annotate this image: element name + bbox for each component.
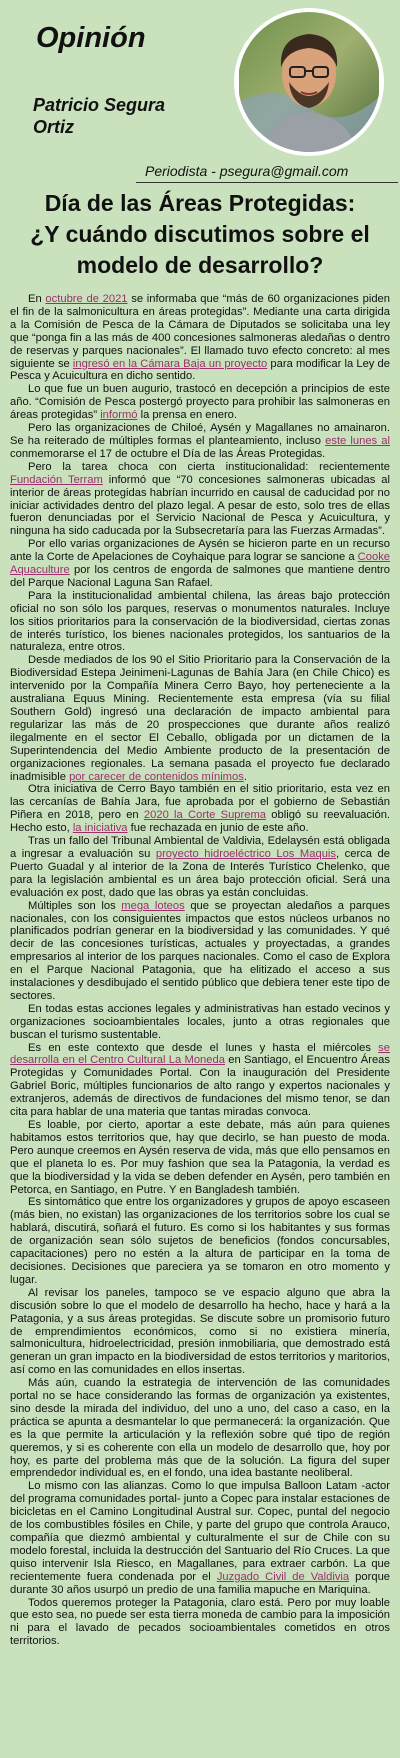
article-text: fue rechazada en junio de este año. bbox=[127, 822, 309, 835]
column-header bbox=[0, 0, 400, 278]
article-text: Todos queremos proteger la Patagonia, claro está. Pero por muy loable que esto sea, no puede ser esta tierra moneda de cambio para la imposición ni para el lavado de pecados socioambientales cometidos en otros territorios. bbox=[10, 1596, 390, 1648]
article-text: la prensa en enero. bbox=[137, 409, 238, 422]
article-link[interactable]: por carecer de contenidos mínimos bbox=[69, 770, 244, 783]
article-link[interactable]: octubre de 2021 bbox=[45, 293, 128, 305]
article-link[interactable]: Fundación Terram bbox=[10, 473, 103, 486]
article-text: Es en este contexto que desde el lunes y hasta el miércoles bbox=[28, 1041, 379, 1054]
author-name-line2: Ortiz bbox=[33, 117, 75, 137]
article-text: . bbox=[243, 770, 247, 783]
article-paragraph bbox=[10, 590, 390, 655]
article-text: Para la institucionalidad ambiental chilena, las áreas bajo protección oficial no son sólo los parques, reservas o monumentos naturales. Incluye los sitios prioritarios para la conservación de la biodiversidad, ciertas zonas de interés turístico, los bienes nacionales protegidos, los santuarios de la naturaleza, entre otros. bbox=[10, 589, 390, 654]
article-paragraph bbox=[10, 383, 390, 422]
article-text: porque durante 30 años usurpó un predio de una familia mapuche en Mariquina. bbox=[10, 1570, 391, 1596]
article-paragraph bbox=[10, 900, 390, 1003]
article-text: Por ello varias organizaciones de Aysén se hicieron parte en un recurso ante la Corte de Apelaciones de Coyhaique para lograr se sancione a bbox=[10, 538, 390, 564]
article-text: Tras un fallo del Tribunal Ambiental de Valdivia, Edelaysén está obligada a ingresar a evaluación su bbox=[10, 835, 390, 860]
article-text: conmemorarse el 17 de octubre el Día de las Áreas Protegidas. bbox=[10, 447, 326, 460]
author-role-email: Periodista - psegura@gmail.com bbox=[145, 163, 349, 179]
article-link[interactable]: Juzgado Civil de Valdivia bbox=[216, 1570, 350, 1583]
article-link[interactable]: informó bbox=[100, 409, 138, 422]
article-text: se informaba que “más de 60 organizaciones piden el fin de la salmonicultura en áreas protegidas”. Mediante una carta dirigida a la Comisión de Pesca de la Cámara de Diputados se solicitaba una ley que “ponga fin a las más de 400 concesiones salmoneras aledañas o dentro de reservas y parques nacionales”. El llamado tuvo efecto concreto: al mes siguiente se bbox=[10, 293, 390, 370]
article-text: Pero la tarea choca con cierta institucionalidad: recientemente bbox=[28, 460, 390, 473]
article-paragraph bbox=[10, 783, 390, 835]
article-paragraph bbox=[10, 1597, 390, 1649]
article-text: Desde mediados de los 90 el Sitio Prioritario para la Conservación de la Biodiversidad Estepa Jeinimeni-Lagunas de Bahía Jara (en Chile Chico) es intervenido por la Compañía Minera Cerro Bayo, hoy perteneciente a la australiana Equus Mining. Recientemente esta empresa (vía su filial Southern Gold) ingresó una declaración de impacto ambiental para regularizar las más de 20 prospecciones que durante años realizó ilegalmente en el sector El Ceballo, obligada por un dictamen de la Superintendencia del Medio Ambiente producto de la presentación de organizaciones regionales. La semana pasada el proyecto fue declarado inadmisible bbox=[10, 654, 390, 783]
article-paragraph bbox=[10, 1480, 390, 1596]
author-name-line1: Patricio Segura bbox=[33, 95, 166, 115]
article-paragraph bbox=[10, 293, 390, 383]
article-text: obligó su reevaluación. Hecho esto, bbox=[10, 809, 391, 835]
article-title-line2: ¿Y cuándo discutimos sobre el bbox=[30, 221, 370, 247]
article-text: Es loable, por cierto, aportar a este debate, más aún para quienes habitamos estos territorios que, hay que decirlo, se han puesto de moda. Pero aunque creemos en Aysén reserva de vida, más que ello pensamos en que el planeta lo es. Por muy fashion que sea la Patagonia, la verdad es que la biodiversidad y la vida se deben defender en Aysén, pero también en Petorca, en Santiago, en Putre. Y en Bangladesh también. bbox=[10, 1119, 390, 1196]
article-paragraph bbox=[10, 1003, 390, 1042]
article-paragraph bbox=[10, 1042, 390, 1119]
article-paragraph bbox=[10, 422, 390, 461]
article-text: para modificar la Ley de Pesca y Acuicultura en dicho sentido. bbox=[10, 357, 390, 383]
article-link[interactable]: proyecto hidroeléctrico Los Maquis bbox=[155, 847, 336, 860]
author-name bbox=[33, 94, 203, 138]
article-paragraph bbox=[10, 835, 390, 900]
article-text: Al revisar los paneles, tampoco se ve espacio alguno que abra la discusión sobre lo que el modelo de desarrollo ha hecho, hace y hará a la Patagonia, y a sus áreas protegidas. Se discute sobre un promisorio futuro de emprendimientos económicos, como si no existiera minería, salmonicultura, hidroelectricidad, presión inmobiliaria, que demostrado está generan un gran impacto en la biodiversidad de estos territorios y maritorios, así como en las comunidades en ellos insertas. bbox=[10, 1286, 390, 1377]
author-photo bbox=[234, 8, 384, 156]
article-link[interactable]: mega loteos bbox=[121, 899, 185, 912]
article-paragraph bbox=[10, 1287, 390, 1377]
article-paragraph bbox=[10, 654, 390, 783]
section-label: Opinión bbox=[36, 22, 146, 54]
article-title bbox=[8, 188, 392, 281]
article-text: informó que “70 concesiones salmoneras ubicadas al interior de áreas protegidas habrían incurrido en causal de caducidad por no iniciar actividades dentro del plazo legal. A pesar de esto, solo tres de ellas fueron denunciadas por el Servicio Nacional de Pesca y Acuicultura, y ninguna ha sido caducada por la Subsecretaría para las Fuerzas Armadas”. bbox=[10, 473, 390, 538]
article-title-line3: modelo de desarrollo? bbox=[76, 252, 324, 278]
article-text: En todas estas acciones legales y administrativas han estado vecinos y organizaciones socioambientales locales, junto a otras regionales que buscan el turismo sustentable. bbox=[10, 1002, 390, 1041]
article-text: Lo mismo con las alianzas. Como lo que impulsa Balloon Latam -actor del programa comunidades portal- junto a Copec para instalar estaciones de bicicletas en el Camino Longitudinal Austral sur. Copec, puntal del negocio de los combustibles fósiles en Chile, y parte del grupo que controla Arauco, compañía que diezmó ambiental y culturalmente el sur de Chile con su modelo forestal, incluida la destrucción del Santuario del Río Cruces. La que quiso intervenir Isla Riesco, en Magallanes, para extraer carbón. La que recientemente fuera condenada por el bbox=[10, 1480, 390, 1583]
article-link[interactable]: se desarrolla en el Centro Cultural La Moneda bbox=[10, 1041, 390, 1067]
article-text: que se proyectan aledaños a parques nacionales, con los consiguientes impactos que estos núcleos urbanos no planificados podrían generar en la biodiversidad y las comunidades. Y qué decir de las concesiones turísticas, actuales y proyectadas, a grandes empresarios al interior de los parques nacionales. Como el caso de Explora en el Parque Nacional Patagonia, que ha elitizado el acceso a sus instalaciones y desdibujado el sentido público que debiera tener este tipo de sectores. bbox=[10, 899, 390, 1002]
article-link[interactable]: la iniciativa bbox=[72, 822, 128, 835]
article-text: Lo que fue un buen augurio, trastocó en decepción a principios de este año. “Comisión de Pesca postergó proyecto para prohibir las salmoneras en áreas protegidas” bbox=[10, 383, 390, 422]
article-title-line1: Día de las Áreas Protegidas: bbox=[44, 190, 356, 216]
article-link[interactable]: Cooke Aquaculture bbox=[10, 551, 391, 577]
article-link[interactable]: ingresó en la Cámara Baja un proyecto bbox=[72, 357, 268, 370]
article-body bbox=[10, 293, 390, 1648]
article-text: En bbox=[28, 293, 46, 305]
article-paragraph bbox=[10, 1119, 390, 1196]
article-link[interactable]: 2020 la Corte Suprema bbox=[143, 809, 267, 822]
article-text: , cerca de Puerto Guadal y al interior de la Zona de Interés Turístico Chelenko, que para la legislación ambiental es un área bajo protección oficial. Será una evaluación ex post, dado que las obras ya están concluidas. bbox=[10, 847, 390, 899]
article-paragraph bbox=[10, 538, 390, 590]
article-text: Otra iniciativa de Cerro Bayo también en el sitio prioritario, esta vez en las cercanías de Bahía Jara, fue aprobada por el gobierno de Sebastián Piñera en 2018, pero en bbox=[10, 783, 390, 822]
article-paragraph bbox=[10, 461, 390, 538]
article-paragraph bbox=[10, 1377, 390, 1480]
article-paragraph bbox=[10, 1196, 390, 1286]
header-divider bbox=[136, 182, 398, 183]
article-text: Múltiples son los bbox=[28, 899, 122, 912]
article-text: Es sintomático que entre los organizadores y grupos de apoyo escaseen (más bien, no existan) las organizaciones de los territorios sobre los cual se hablará, discutirá, soñará el futuro. Es como si los habitantes y sus formas de organización sean sólo sujetos de beneficios (fondos concursables, capacitaciones) pero no estén a la altura de participar en la toma de decisiones. Decisiones que pareciera ya se tomaron en otro momento y lugar. bbox=[10, 1196, 390, 1286]
article-text: en Santiago, el Encuentro Áreas Protegidas y Comunidades Portal. Con la inauguración del Presidente Gabriel Boric, múltiples funcionarios de alto rango y expertos nacionales y extranjeros, además de directivos de fundaciones del mismo tenor, se dan cita para hablar de una materia que tantas miradas convoca. bbox=[10, 1054, 390, 1119]
author-portrait-image bbox=[238, 12, 380, 152]
article-text: por los centros de engorda de salmones que mantiene dentro del Parque Nacional Laguna San Rafael. bbox=[10, 564, 390, 589]
article-text: Pero las organizaciones de Chiloé, Aysén y Magallanes no amainaron. Se ha reiterado de múltiples formas el planteamiento, incluso bbox=[10, 422, 390, 447]
article-text: Más aún, cuando la estrategia de intervención de las comunidades portal no se hace considerando las formas de organización ya existentes, sino desde la mirada del individuo, del uno a uno, del caso a caso, en la práctica se apunta a desmantelar lo que permanecerá: la organización. Que es la que permite la articulación y la reflexión sobre qué tipo de región queremos, y si es coherente con ella un modelo de desarrollo que, hoy por hoy, es parte del problema más que de la solución. La figura del super emprendedor individual es, en el fondo, una idea bastante neoliberal. bbox=[10, 1377, 390, 1480]
article-link[interactable]: este lunes al bbox=[325, 434, 390, 447]
